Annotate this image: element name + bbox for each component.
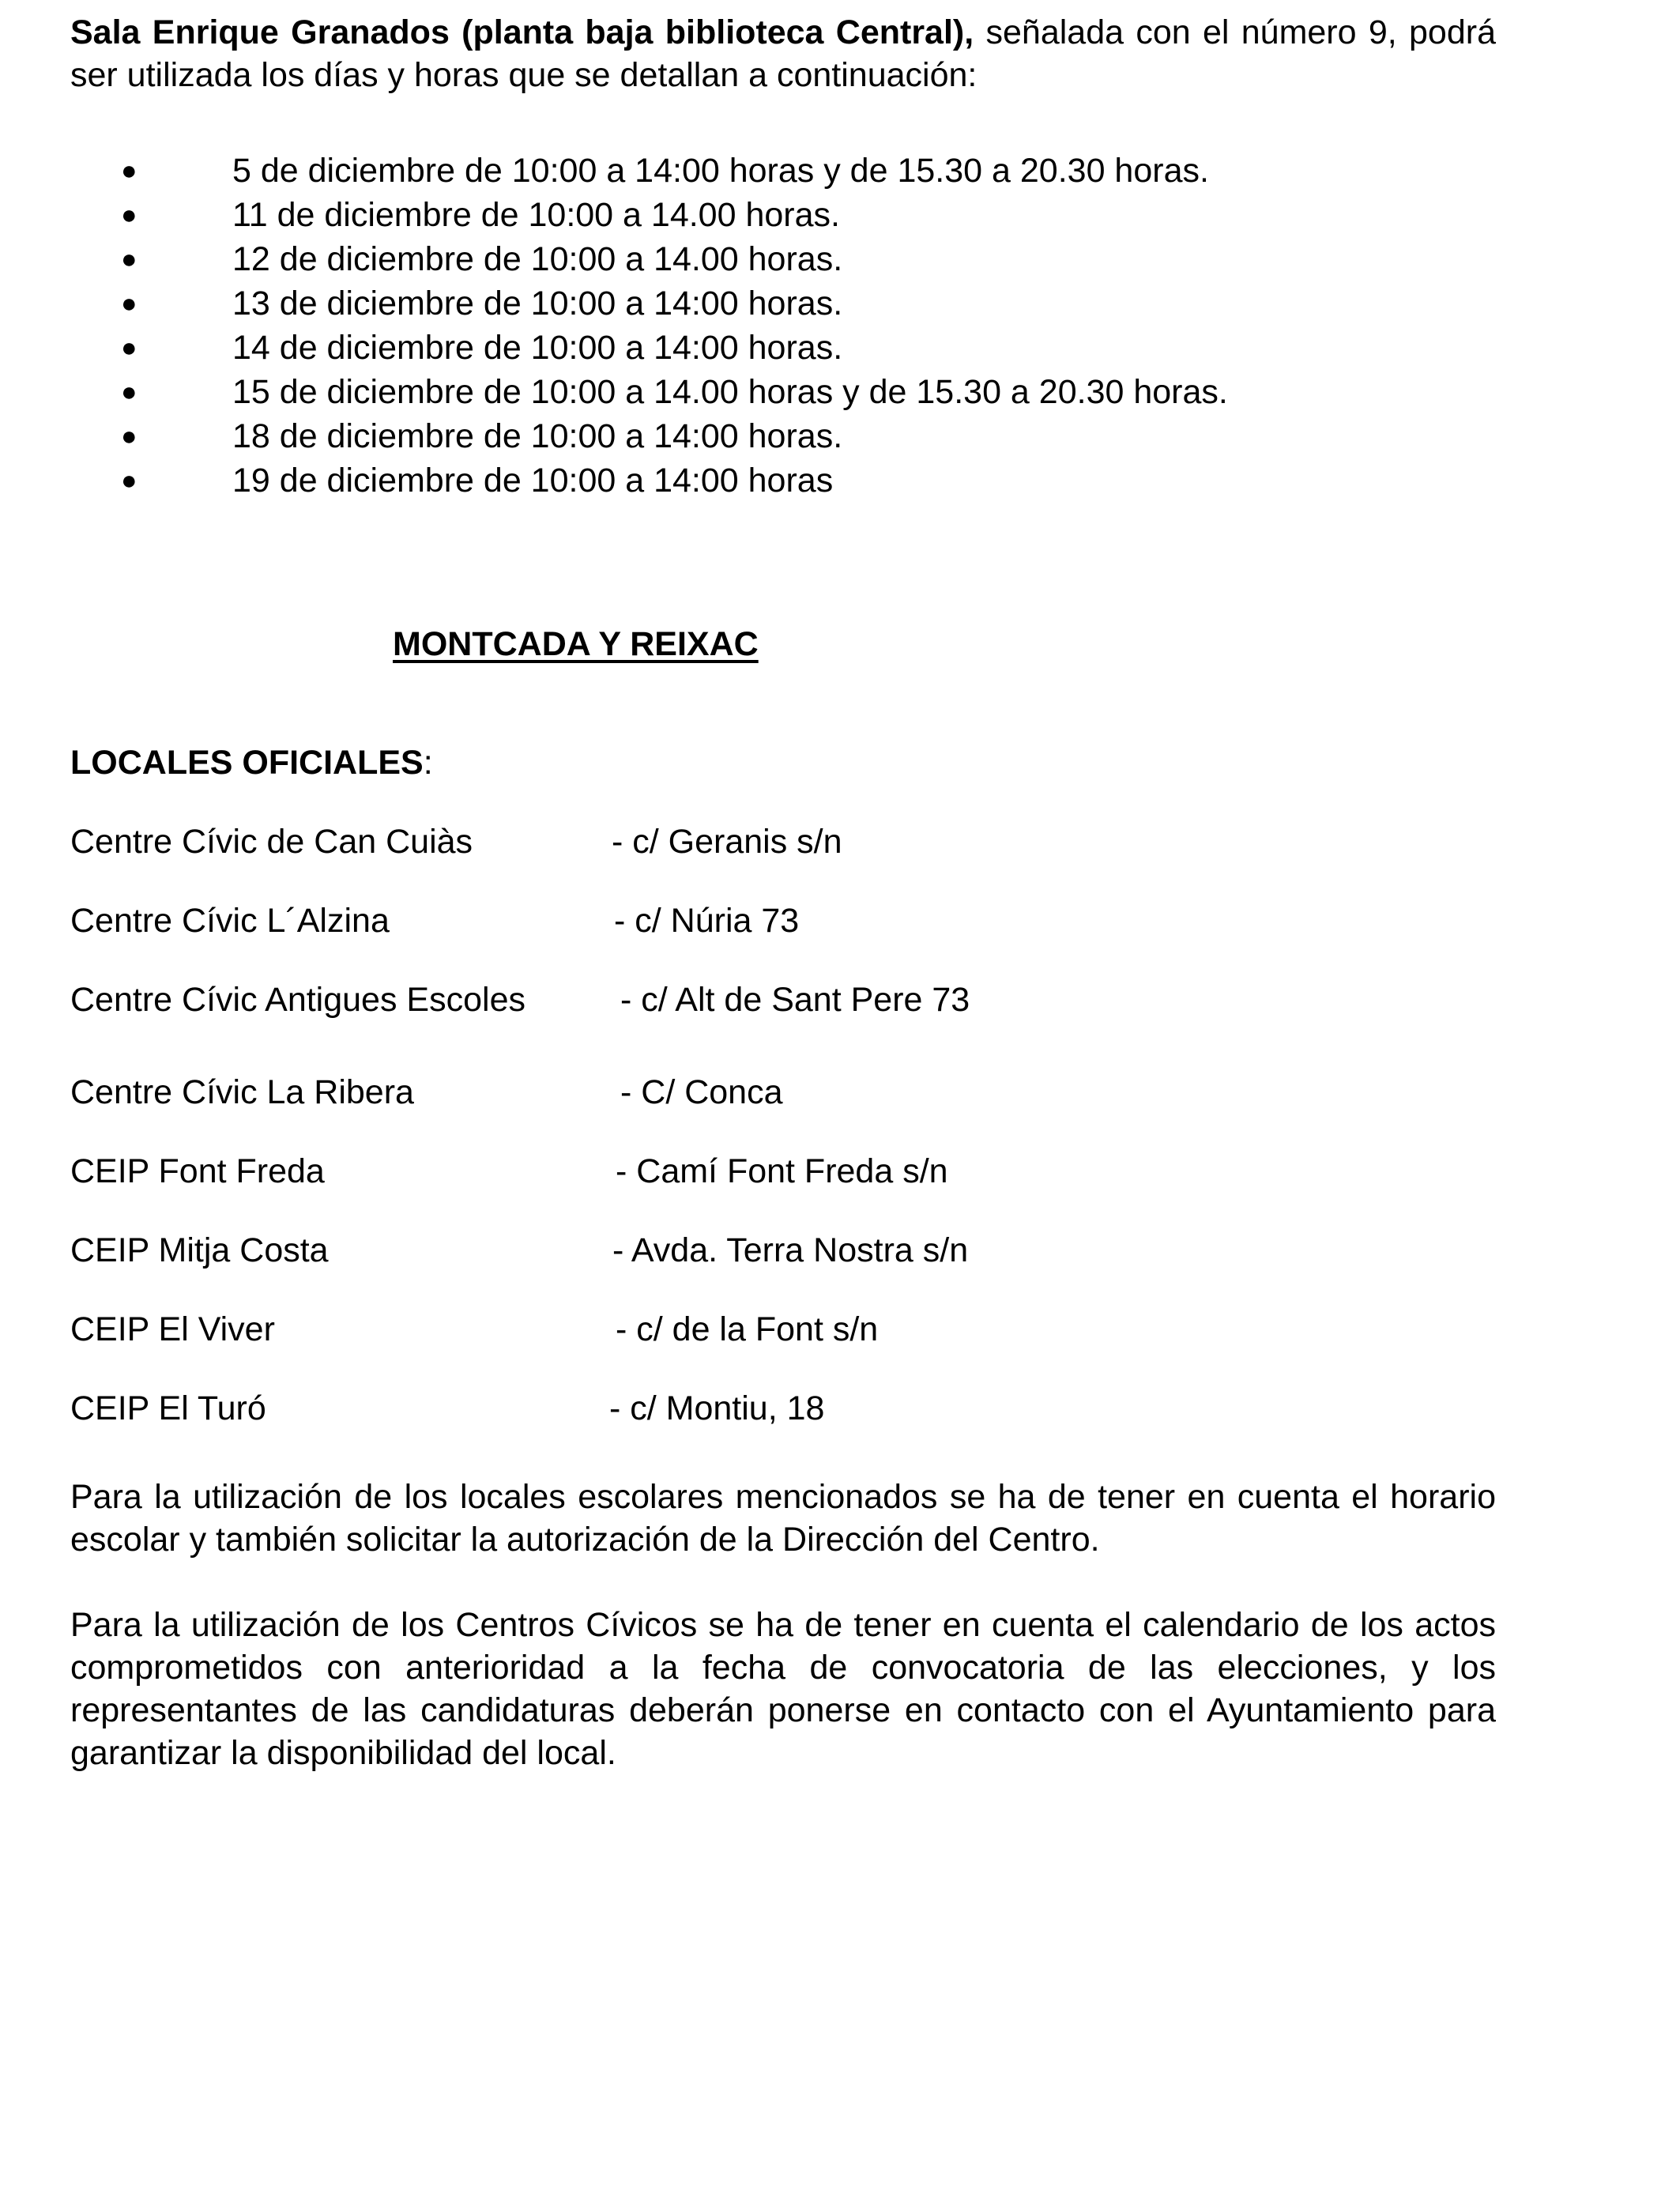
schedule-item-text: 11 de diciembre de 10:00 a 14.00 horas.: [232, 196, 840, 234]
locale-name: Centre Cívic La Ribera: [70, 1073, 414, 1111]
bullet-icon: ●: [121, 244, 137, 274]
locales-heading-label: LOCALES OFICIALES: [70, 744, 424, 782]
bullet-icon: ●: [121, 466, 137, 496]
section-title: MONTCADA Y REIXAC: [393, 625, 759, 663]
locales-heading-colon: :: [423, 744, 433, 782]
locale-address: - c/ de la Font s/n: [616, 1310, 879, 1348]
schedule-item: [70, 237, 1496, 281]
locales-list: [70, 820, 1496, 1430]
locale-row: [70, 1308, 1496, 1351]
locale-row: [70, 1387, 1496, 1430]
locale-name: Centre Cívic L´Alzina: [70, 902, 390, 940]
locale-name: Centre Cívic Antigues Escoles: [70, 981, 525, 1019]
civic-centre-usage-paragraph: Para la utilización de los Centros Cívicos se ha de tener en cuenta el calendario de los actos comprometidos con anterioridad a la fecha de convocatoria de las elecciones, y los representantes de las candidaturas deberán ponerse en contacto con el Ayuntamiento para garantizar la disponibilidad del local.: [70, 1606, 1496, 1772]
locale-row: [70, 1150, 1496, 1193]
locale-name: CEIP El Viver: [70, 1310, 275, 1348]
schedule-item: [70, 414, 1496, 458]
bullet-icon: ●: [121, 333, 137, 363]
schedule-item: [70, 281, 1496, 326]
locales-heading: [70, 741, 1496, 784]
schedule-item-text: 13 de diciembre de 10:00 a 14:00 horas.: [232, 285, 843, 322]
schedule-item-text: 5 de diciembre de 10:00 a 14:00 horas y de 15.30 a 20.30 horas.: [232, 152, 1209, 190]
locale-address: - c/ Geranis s/n: [612, 823, 842, 861]
bullet-icon: ●: [121, 200, 137, 230]
schedule-item: [70, 149, 1496, 193]
venue-name: Sala Enrique Granados (planta baja biblioteca Central),: [70, 13, 974, 51]
locale-name: CEIP Font Freda: [70, 1152, 325, 1190]
locale-name: CEIP El Turó: [70, 1389, 266, 1427]
locale-name: CEIP Mitja Costa: [70, 1231, 329, 1269]
locale-address: - c/ Núria 73: [614, 902, 800, 940]
schedule-item-text: 12 de diciembre de 10:00 a 14.00 horas.: [232, 240, 843, 278]
locale-address: - c/ Alt de Sant Pere 73: [620, 981, 970, 1019]
intro-paragraph: [70, 11, 1496, 96]
schedule-item-text: 14 de diciembre de 10:00 a 14:00 horas.: [232, 329, 843, 367]
schedule-item-text: 15 de diciembre de 10:00 a 14.00 horas y de 15.30 a 20.30 horas.: [232, 373, 1228, 411]
document-page: [70, 11, 1496, 1774]
schedule-list: [70, 149, 1496, 503]
bullet-icon: ●: [121, 421, 137, 451]
locale-address: - c/ Montiu, 18: [609, 1389, 825, 1427]
schedule-item: [70, 458, 1496, 503]
bullet-icon: ●: [121, 288, 137, 319]
intro-text: señalada con el número 9, podrá ser utilizada los días y horas que se detallan a continuación:: [70, 13, 1496, 94]
bullet-icon: ●: [121, 156, 137, 186]
locale-row: [70, 978, 1496, 1021]
locale-row: [70, 1071, 1496, 1114]
locale-address: - C/ Conca: [620, 1073, 783, 1111]
schedule-item: [70, 193, 1496, 237]
schedule-item: [70, 326, 1496, 370]
locale-row: [70, 899, 1496, 942]
schedule-item: [70, 370, 1496, 414]
locale-address: - Avda. Terra Nostra s/n: [612, 1231, 969, 1269]
locale-name: Centre Cívic de Can Cuiàs: [70, 823, 473, 861]
locale-row: [70, 1229, 1496, 1272]
schedule-item-text: 19 de diciembre de 10:00 a 14:00 horas: [232, 462, 834, 499]
locale-address: - Camí Font Freda s/n: [616, 1152, 948, 1190]
schedule-item-text: 18 de diciembre de 10:00 a 14:00 horas.: [232, 417, 843, 455]
bullet-icon: ●: [121, 377, 137, 407]
locale-row: [70, 820, 1496, 863]
school-usage-paragraph: Para la utilización de los locales escolares mencionados se ha de tener en cuenta el horario escolar y también solicitar la autorización de la Dirección del Centro.: [70, 1478, 1496, 1559]
